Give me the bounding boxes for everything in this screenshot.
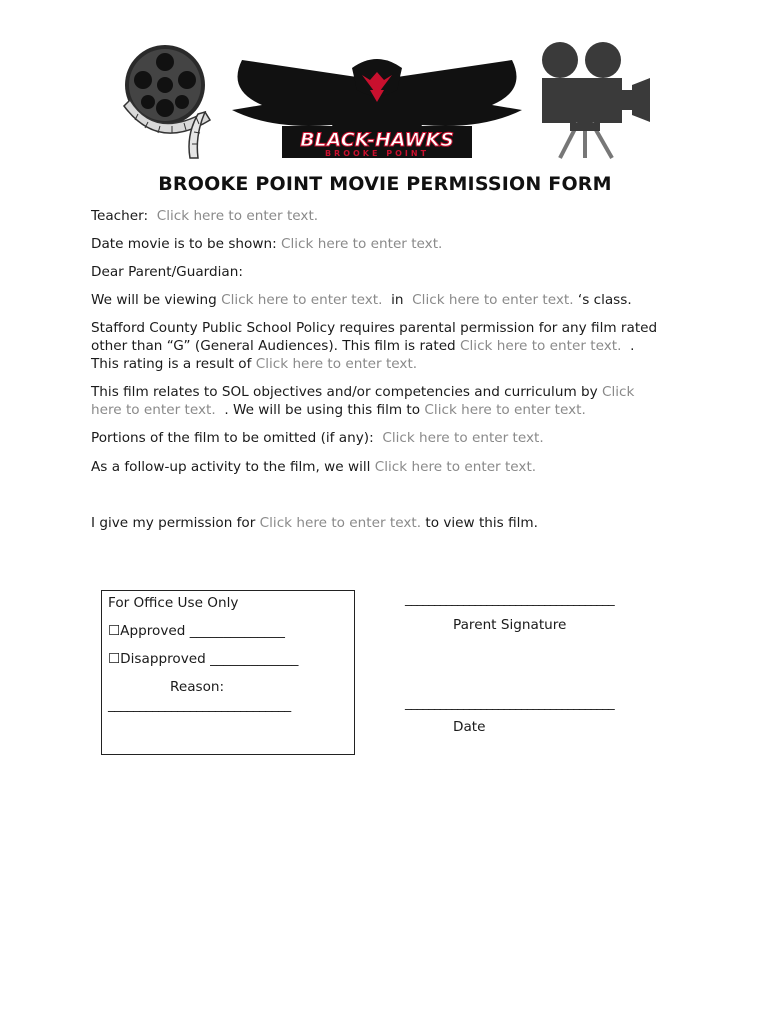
movie-camera-icon (540, 40, 655, 160)
followup-row (91, 458, 691, 476)
header-logo-area (110, 40, 655, 165)
teacher-row (91, 207, 691, 225)
approved-checkbox[interactable]: ☐Approved ______________ (108, 623, 285, 639)
viewing-middle: in (391, 292, 404, 308)
policy-line-1: Stafford County Public School Policy requires parental permission for any film rated (91, 320, 658, 336)
omitted-row (91, 429, 691, 447)
parent-signature-line[interactable]: ____________________________________ (405, 591, 614, 607)
viewing-suffix: ‘s class. (577, 292, 632, 308)
office-heading: For Office Use Only (108, 595, 239, 611)
reason-label: Reason: (170, 679, 225, 695)
permission-prefix: I give my permission for (91, 515, 256, 531)
policy-line-2-prefix: other than “G” (General Audiences). This film is rated (91, 338, 456, 354)
rating-reason-field[interactable]: Click here to enter text. (255, 356, 418, 372)
date-shown-label: Date movie is to be shown: (91, 236, 277, 252)
blackhawks-logo (222, 50, 532, 158)
sol-paragraph (91, 383, 691, 419)
student-name-field[interactable]: Click here to enter text. (259, 515, 422, 531)
date-signature-line[interactable]: ____________________________________ (405, 695, 614, 711)
film-title-field[interactable]: Click here to enter text. (221, 292, 383, 308)
policy-line-2 (91, 337, 691, 355)
sol-line-1 (91, 383, 691, 401)
logo-team-name: BLACK-HAWKS (300, 129, 454, 151)
sol-objectives-field-end[interactable]: here to enter text. (91, 402, 216, 418)
policy-paragraph (91, 319, 691, 373)
logo-school-name: BROOKE POINT (324, 149, 430, 158)
policy-line-2-suffix: . (630, 338, 635, 354)
viewing-row (91, 291, 691, 309)
office-use-box (101, 590, 355, 755)
permission-row (91, 514, 691, 532)
reason-line[interactable]: _____________________________ (108, 697, 291, 713)
followup-label: As a follow-up activity to the film, we will (91, 459, 371, 475)
film-use-field[interactable]: Click here to enter text. (424, 402, 586, 418)
date-shown-row (91, 235, 691, 253)
date-signature-label: Date (453, 719, 486, 735)
policy-line-3 (91, 355, 691, 373)
parent-signature-label: Parent Signature (453, 617, 567, 633)
sol-line-1-prefix: This film relates to SOL objectives and/or competencies and curriculum by (91, 384, 598, 400)
sol-line-2 (91, 401, 691, 419)
followup-field[interactable]: Click here to enter text. (374, 459, 537, 475)
omitted-label: Portions of the film to be omitted (if any): (91, 430, 374, 446)
permission-suffix: to view this film. (425, 515, 538, 531)
omitted-field[interactable]: Click here to enter text. (382, 430, 544, 446)
disapproved-checkbox[interactable]: ☐Disapproved _____________ (108, 651, 299, 667)
teacher-label: Teacher: (91, 208, 149, 224)
salutation: Dear Parent/Guardian: (91, 264, 243, 280)
film-rating-field[interactable]: Click here to enter text. (460, 338, 622, 354)
sol-line-2-mid: . We will be using this film to (224, 402, 421, 418)
teacher-field[interactable]: Click here to enter text. (156, 208, 319, 224)
class-teacher-field[interactable]: Click here to enter text. (412, 292, 574, 308)
policy-line-3-prefix: This rating is a result of (91, 356, 252, 372)
date-shown-field[interactable]: Click here to enter text. (281, 236, 443, 252)
sol-objectives-field-start[interactable]: Click (602, 384, 635, 400)
form-title: BROOKE POINT MOVIE PERMISSION FORM (158, 173, 612, 195)
viewing-prefix: We will be viewing (91, 292, 217, 308)
film-reel-icon (110, 40, 230, 160)
